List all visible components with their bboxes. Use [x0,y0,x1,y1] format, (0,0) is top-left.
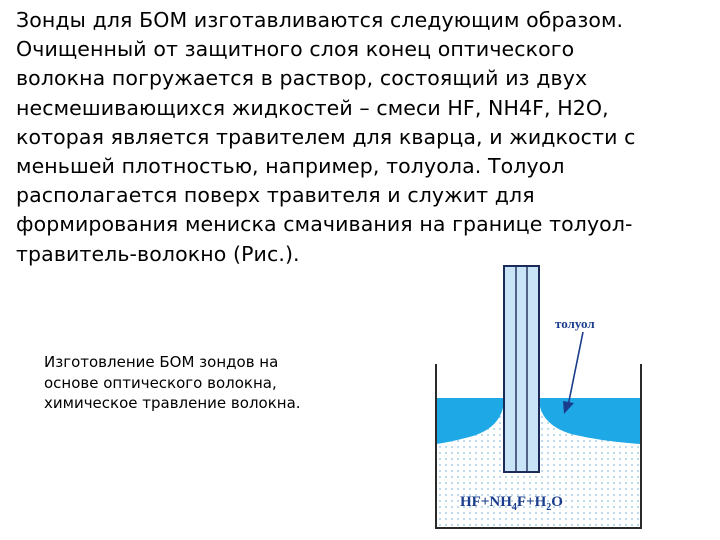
toluene-arrow [568,332,583,406]
etching-diagram [425,258,720,540]
optical-fiber [504,266,539,472]
slide-body-text: Зонды для БОМ изготавливаются следующим образом. Очищенный от защитного слоя конец оптического волокна погружается в раствор, состоящий из двух несмешивающихся жидкостей – смеси HF, NH4F, H2O, которая является травителем для кварца, и жидкости с меньшей плотностью, например, толуола. Толуол располагается поверх травителя и служит для формирования мениска смачивания на границе толуол- травитель-волокно (Рис.). [16,8,636,266]
toluene-label: толуол [555,316,595,331]
etching-figure [425,258,720,540]
figure-caption: Изготовление БОМ зондов на основе оптического волокна, химическое травление волокна. [44,353,301,412]
etchant-formula: $HF+NH_4F+H_2O$ [460,494,563,513]
